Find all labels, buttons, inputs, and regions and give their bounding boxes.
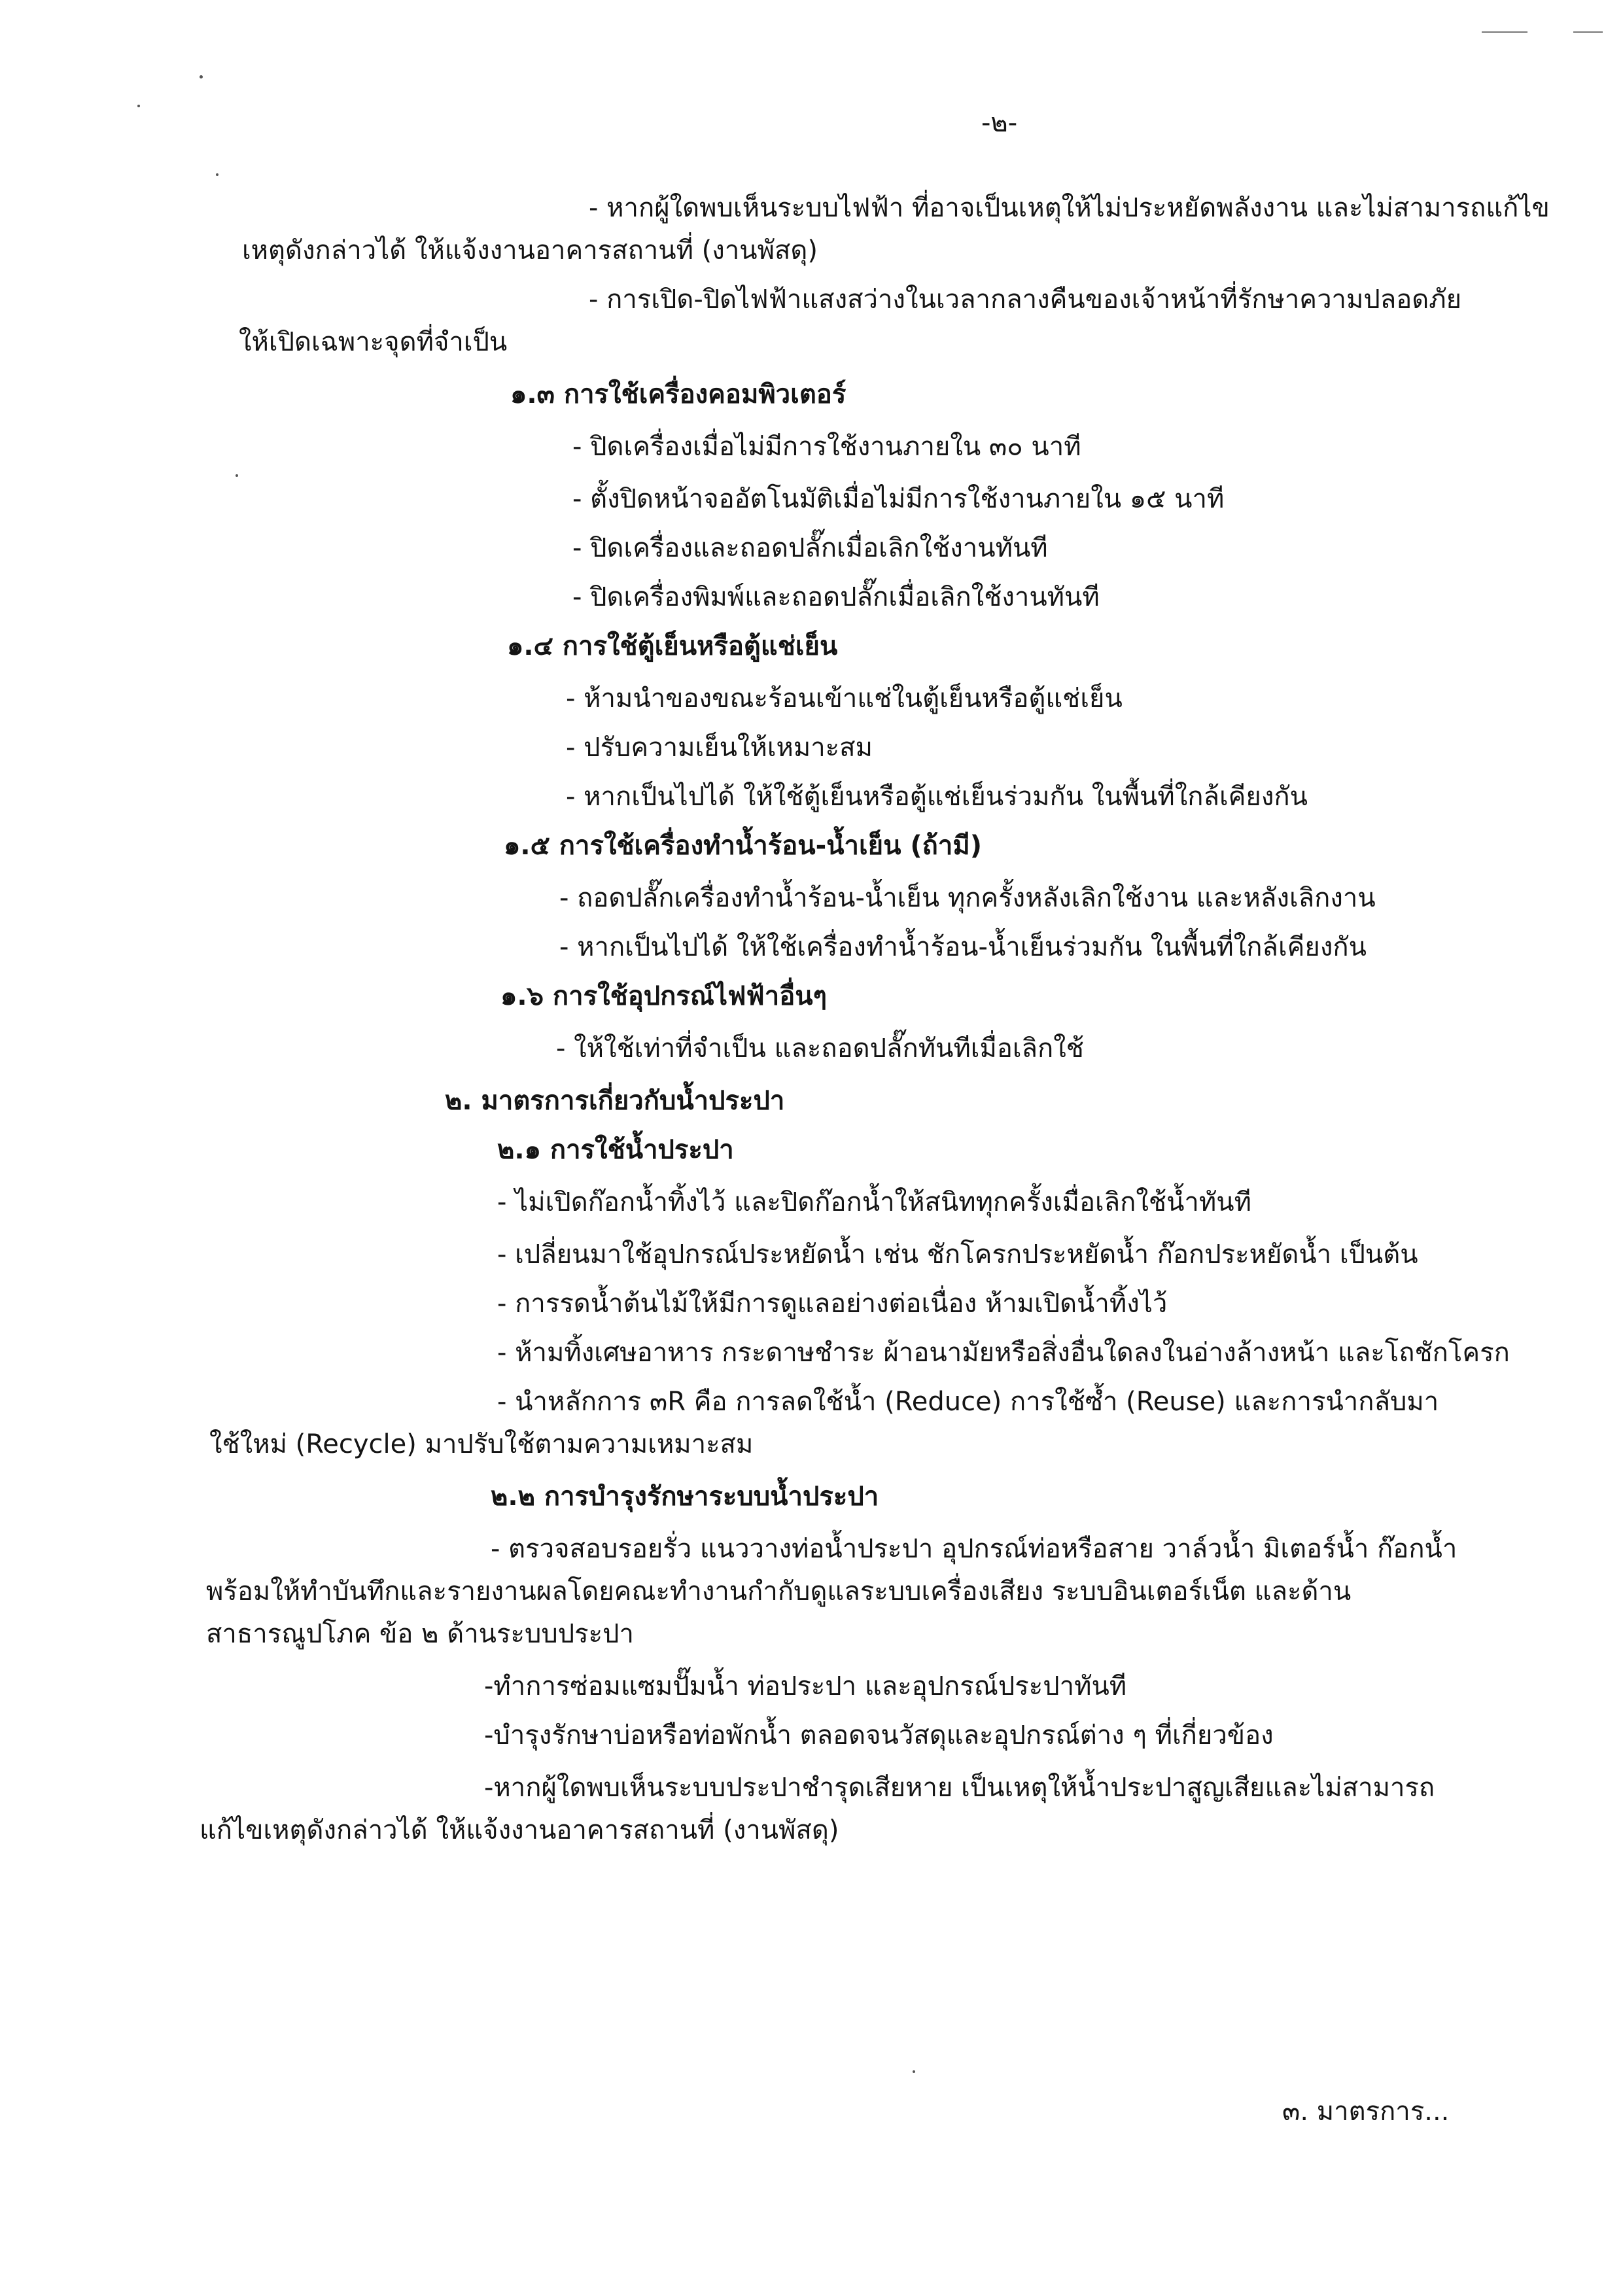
list-item: - ปิดเครื่องพิมพ์และถอดปลั๊กเมื่อเลิกใช้งานทันที	[572, 582, 1100, 612]
scan-speck	[216, 173, 218, 176]
text-line: - หากผู้ใดพบเห็นระบบไฟฟ้า ที่อาจเป็นเหตุให้ไม่ประหยัดพลังงาน และไม่สามารถแก้ไข	[589, 193, 1550, 223]
list-item: -หากผู้ใดพบเห็นระบบประปาชำรุดเสียหาย เป็นเหตุให้น้ำประปาสูญเสียและไม่สามารถ	[484, 1773, 1435, 1803]
text-line: ใช้ใหม่ (Recycle) มาปรับใช้ตามความเหมาะสม	[209, 1429, 754, 1459]
list-item: - ปรับความเย็นให้เหมาะสม	[566, 733, 873, 763]
list-item: - ไม่เปิดก๊อกน้ำทิ้งไว้ และปิดก๊อกน้ำให้สนิททุกครั้งเมื่อเลิกใช้น้ำทันที	[497, 1187, 1251, 1217]
scan-speck	[137, 105, 140, 107]
list-item: - หากเป็นไปได้ ให้ใช้ตู้เย็นหรือตู้แช่เย็นร่วมกัน ในพื้นที่ใกล้เคียงกัน	[566, 782, 1308, 812]
list-item: - การรดน้ำต้นไม้ให้มีการดูแลอย่างต่อเนื่อง ห้ามเปิดน้ำทิ้งไว้	[497, 1289, 1168, 1319]
list-item: - เปลี่ยนมาใช้อุปกรณ์ประหยัดน้ำ เช่น ชักโครกประหยัดน้ำ ก๊อกประหยัดน้ำ เป็นต้น	[497, 1240, 1418, 1270]
scan-mark	[1573, 31, 1603, 33]
list-item: - ห้ามนำของขณะร้อนเข้าแช่ในตู้เย็นหรือตู้แช่เย็น	[566, 684, 1123, 714]
list-item: - หากเป็นไปได้ ให้ใช้เครื่องทำน้ำร้อน-น้ำเย็นร่วมกัน ในพื้นที่ใกล้เคียงกัน	[559, 932, 1367, 962]
list-item: - ตรวจสอบรอยรั่ว แนววางท่อน้ำประปา อุปกรณ์ท่อหรือสาย วาล์วน้ำ มิเตอร์น้ำ ก๊อกน้ำ	[491, 1534, 1457, 1564]
list-item: - ตั้งปิดหน้าจออัตโนมัติเมื่อไม่มีการใช้งานภายใน ๑๕ นาที	[572, 484, 1225, 514]
text-line: แก้ไขเหตุดังกล่าวได้ ให้แจ้งงานอาคารสถานที่ (งานพัสดุ)	[200, 1815, 839, 1845]
scan-speck	[236, 474, 238, 477]
list-item: - ถอดปลั๊กเครื่องทำน้ำร้อน-น้ำเย็น ทุกครั้งหลังเลิกใช้งาน และหลังเลิกงาน	[559, 883, 1376, 913]
text-line: - การเปิด-ปิดไฟฟ้าแสงสว่างในเวลากลางคืนของเจ้าหน้าที่รักษาความปลอดภัย	[589, 285, 1462, 315]
section-heading-1-3: ๑.๓ การใช้เครื่องคอมพิวเตอร์	[510, 379, 846, 409]
list-item: - ปิดเครื่องและถอดปลั๊กเมื่อเลิกใช้งานทันที	[572, 533, 1048, 563]
list-item: - ให้ใช้เท่าที่จำเป็น และถอดปลั๊กทันทีเมื่อเลิกใช้	[556, 1034, 1084, 1064]
list-item: - ห้ามทิ้งเศษอาหาร กระดาษชำระ ผ้าอนามัยหรือสิ่งอื่นใดลงในอ่างล้างหน้า และโถชักโครก	[497, 1338, 1510, 1368]
text-line: พร้อมให้ทำบันทึกและรายงานผลโดยคณะทำงานกำกับดูแลระบบเครื่องเสียง ระบบอินเตอร์เน็ต และด้าน	[206, 1576, 1352, 1607]
section-heading-2: ๒. มาตรการเกี่ยวกับน้ำประปา	[445, 1086, 785, 1116]
text-line: สาธารณูปโภค ข้อ ๒ ด้านระบบประปา	[206, 1619, 634, 1649]
page-number: -๒-	[981, 108, 1018, 138]
section-heading-1-6: ๑.๖ การใช้อุปกรณ์ไฟฟ้าอื่นๆ	[500, 981, 828, 1011]
scan-speck	[200, 75, 203, 78]
list-item: -บำรุงรักษาบ่อหรือท่อพักน้ำ ตลอดจนวัสดุและอุปกรณ์ต่าง ๆ ที่เกี่ยวข้อง	[484, 1720, 1274, 1750]
text-line: เหตุดังกล่าวได้ ให้แจ้งงานอาคารสถานที่ (งานพัสดุ)	[242, 235, 818, 266]
list-item: - ปิดเครื่องเมื่อไม่มีการใช้งานภายใน ๓๐ นาที	[572, 432, 1081, 462]
section-heading-1-4: ๑.๔ การใช้ตู้เย็นหรือตู้แช่เย็น	[507, 631, 838, 661]
section-heading-2-2: ๒.๒ การบำรุงรักษาระบบน้ำประปา	[491, 1482, 879, 1512]
page-footer-continuation: ๓. มาตรการ...	[1282, 2096, 1450, 2127]
list-item: - นำหลักการ ๓R คือ การลดใช้น้ำ (Reduce) การใช้ซ้ำ (Reuse) และการนำกลับมา	[497, 1387, 1439, 1417]
list-item: -ทำการซ่อมแซมปั๊มน้ำ ท่อประปา และอุปกรณ์ประปาทันที	[484, 1671, 1127, 1701]
section-heading-2-1: ๒.๑ การใช้น้ำประปา	[497, 1135, 734, 1165]
scan-speck	[913, 2070, 915, 2073]
scan-mark	[1482, 31, 1527, 33]
section-heading-1-5: ๑.๕ การใช้เครื่องทำน้ำร้อน-น้ำเย็น (ถ้ามี)	[504, 831, 982, 861]
text-line: ให้เปิดเฉพาะจุดที่จำเป็น	[239, 327, 508, 357]
